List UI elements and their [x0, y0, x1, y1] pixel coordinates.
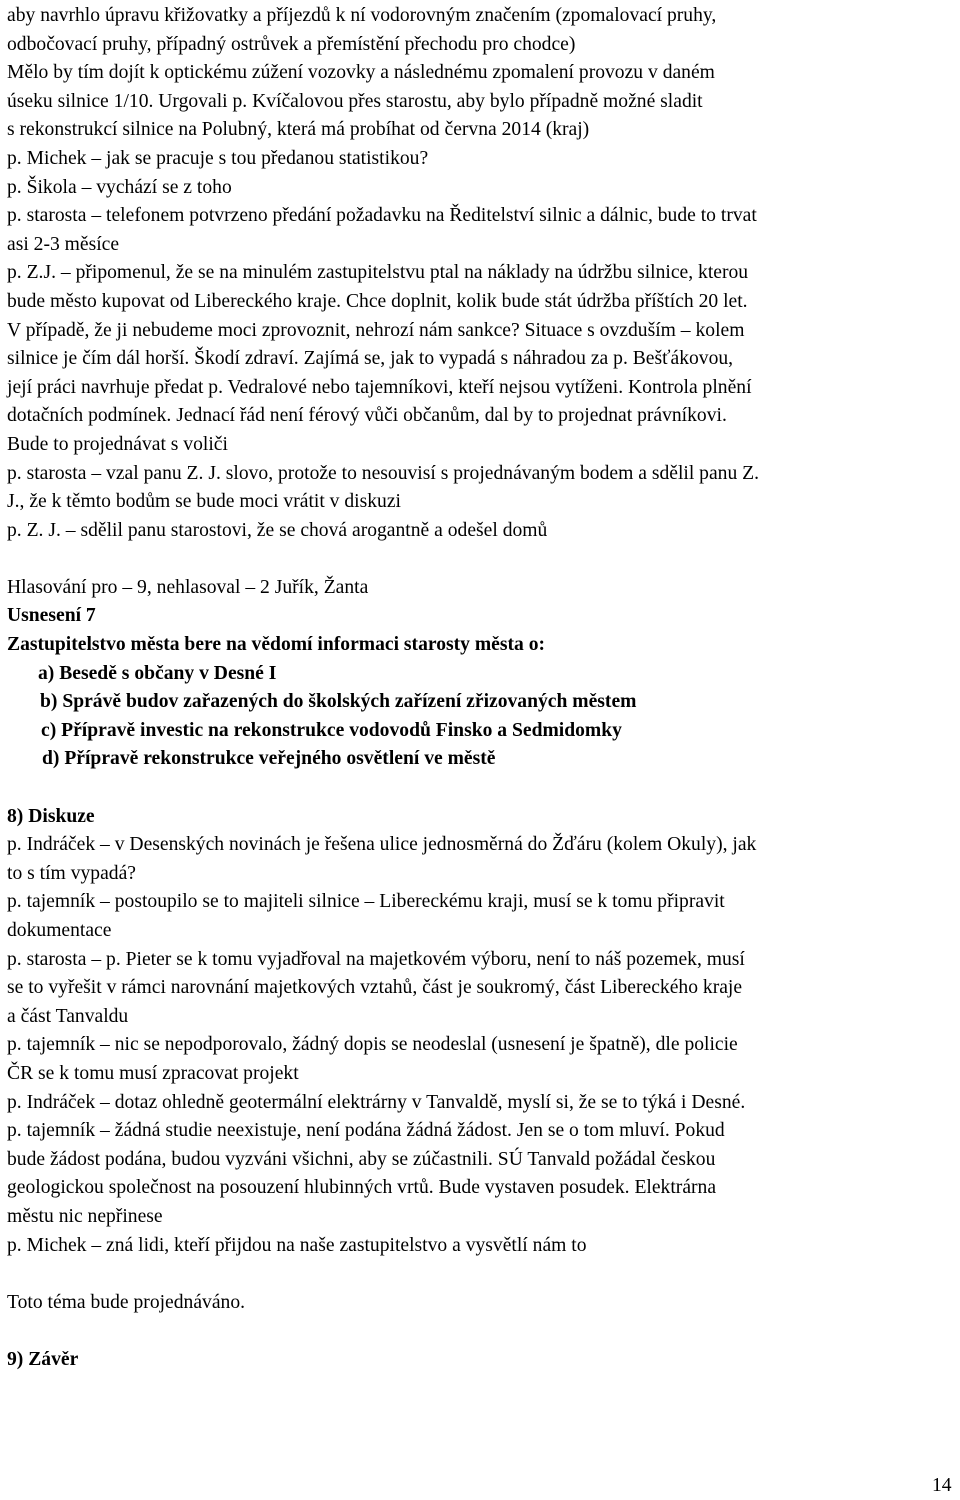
text-line: její práci navrhuje předat p. Vedralové nebo tajemníkovi, kteří nejsou vytíženi. Kontrola plnění: [7, 376, 752, 398]
top-paragraph: [7, 2, 955, 545]
text-line: s rekonstrukcí silnice na Polubný, která má probíhat od června 2014 (kraj): [7, 119, 590, 141]
blank-line: [7, 1260, 955, 1289]
text-line: dotačních podmínek. Jednací řád není férový vůči občanům, dal by to projednat právníkovi.: [7, 405, 727, 427]
text-line: bude žádost podána, budou vyzváni všichni, aby se zúčastnili. SÚ Tanvald požádal českou: [7, 1148, 716, 1170]
text-line: odbočovací pruhy, případný ostrůvek a přemístění přechodu pro chodce): [7, 33, 576, 55]
resolution-item: c) Přípravě investic na rekonstrukce vodovodů Finsko a Sedmidomky: [41, 719, 622, 741]
text-line: p. Šikola – vychází se z toho: [7, 176, 232, 198]
resolution-item: a) Besedě s občany v Desné I: [38, 662, 277, 684]
text-line: p. starosta – telefonem potvrzeno předání požadavku na Ředitelství silnic a dálnic, bude to trvat: [7, 205, 757, 227]
text-line: V případě, že ji nebudeme moci zprovoznit, nehrozí nám sankce? Situace s ovzduším – kolem: [7, 319, 745, 341]
resolution-statement: Zastupitelstvo města bere na vědomí informaci starosty města o:: [7, 634, 546, 656]
text-line: dokumentace: [7, 920, 112, 941]
text-line: p. Michek – zná lidi, kteří přijdou na naše zastupitelstvo a vysvětlí nám to: [7, 1234, 587, 1256]
text-line: úseku silnice 1/10. Urgovali p. Kvíčalovou přes starostu, aby bylo případně možné sladit: [7, 90, 703, 112]
closing-note: Toto téma bude projednáváno.: [7, 1291, 246, 1313]
text-line: p. tajemník – nic se nepodporovalo, žádný dopis se neodeslal (usnesení je špatně), dle policie: [7, 1034, 738, 1056]
discussion-section: [7, 803, 955, 1318]
text-line: geologickou společnost na posouzení hlubinných vrtů. Bude vystaven posudek. Elektrárna: [7, 1177, 717, 1199]
text-line: aby navrhlo úpravu křižovatky a příjezdů k ní vodorovným značením (zpomalovací pruhy,: [7, 5, 717, 26]
text-line: p. Michek – jak se pracuje s tou předanou statistikou?: [7, 147, 429, 169]
text-line: Bude to projednávat s voliči: [7, 433, 228, 455]
text-line: Mělo by tím dojít k optickému zúžení vozovky a následnému zpomalení provozu v daném: [7, 62, 715, 84]
text-line: městu nic nepřinese: [7, 1205, 163, 1227]
vote-result: Hlasování pro – 9, nehlasoval – 2 Juřík, Žanta: [7, 576, 369, 598]
resolution-item: b) Správě budov zařazených do školských zařízení zřizovaných městem: [40, 691, 637, 713]
resolution-item: d) Přípravě rekonstrukce veřejného osvětlení ve městě: [42, 748, 496, 770]
text-line: J., že k těmto bodům se bude moci vrátit v diskuzi: [7, 491, 401, 513]
blank-line: [7, 1317, 955, 1346]
text-line: p. Z.J. – připomenul, že se na minulém zastupitelstvu ptal na náklady na údržbu silnice, kterou: [7, 262, 749, 284]
document-page: [7, 2, 955, 1375]
resolution-title: Usnesení 7: [7, 605, 96, 627]
text-line: p. tajemník – žádná studie neexistuje, není podána žádná žádost. Jen se o tom mluví. Pokud: [7, 1120, 725, 1142]
text-line: p. Indráček – dotaz ohledně geotermální elektrárny v Tanvaldě, myslí si, že se to týká i Desné.: [7, 1091, 746, 1113]
text-line: p. Z. J. – sdělil panu starostovi, že se chová arogantně a odešel domů: [7, 519, 548, 541]
text-line: silnice je čím dál horší. Škodí zdraví. Zajímá se, jak to vypadá s náhradou za p. Bešťákovou,: [7, 348, 734, 370]
page-number: 14: [932, 1475, 952, 1496]
text-line: to s tím vypadá?: [7, 862, 136, 884]
text-line: p. starosta – vzal panu Z. J. slovo, protože to nesouvisí s projednávaným bodem a sdělil panu Z.: [7, 462, 760, 484]
text-line: p. starosta – p. Pieter se k tomu vyjadřoval na majetkovém výboru, není to náš pozemek, musí: [7, 948, 745, 970]
text-line: ČR se k tomu musí zpracovat projekt: [7, 1062, 299, 1084]
text-line: bude město kupovat od Libereckého kraje. Chce doplnit, kolik bude stát údržba příštích 20 let.: [7, 290, 748, 312]
section-heading: 8) Diskuze: [7, 805, 95, 827]
text-line: a část Tanvaldu: [7, 1005, 129, 1027]
blank-line: [7, 545, 955, 574]
section-heading: 9) Závěr: [7, 1348, 79, 1370]
resolution-block: [7, 602, 955, 774]
text-line: p. Indráček – v Desenských novinách je řešena ulice jednosměrná do Žďáru (kolem Okuly), jak: [7, 834, 757, 856]
text-line: asi 2-3 měsíce: [7, 233, 120, 255]
blank-line: [7, 774, 955, 803]
text-line: se to vyřešit v rámci narovnání majetkových vztahů, část je soukromý, část Libereckého kraje: [7, 977, 743, 999]
text-line: p. tajemník – postoupilo se to majiteli silnice – Libereckému kraji, musí se k tomu připravit: [7, 891, 725, 913]
